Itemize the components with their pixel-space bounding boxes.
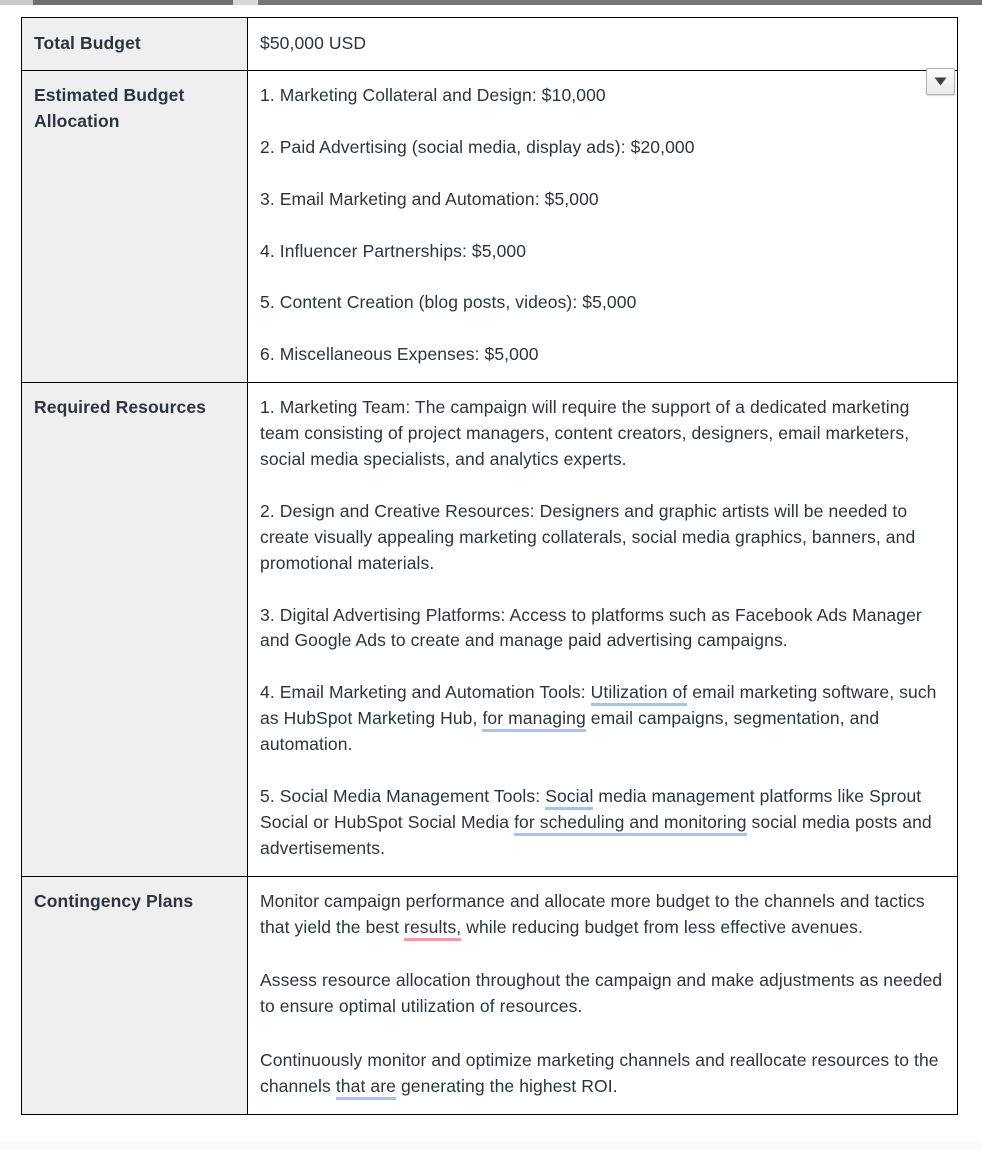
- row-value-cell[interactable]: [248, 383, 958, 876]
- text-run: media management platforms like Sprout Social or HubSpot Social Media: [260, 786, 922, 832]
- row-label-cell: Total Budget: [22, 18, 248, 71]
- text-run: Continuously monitor and optimize marketing channels and reallocate resources to the channels: [260, 1050, 939, 1097]
- text-run: 1. Marketing Collateral and Design: $10,000: [260, 84, 606, 105]
- text-run: email marketing software, such as HubSpot Marketing Hub,: [260, 682, 937, 729]
- text-run: 6. Miscellaneous Expenses: $5,000: [260, 344, 539, 365]
- row-label-cell: Estimated Budget Allocation: [22, 70, 248, 382]
- grammar-suggestion-mark[interactable]: for managing: [482, 708, 585, 732]
- table-row: [22, 383, 958, 876]
- value-paragraph: [260, 1048, 945, 1100]
- value-paragraph: [260, 889, 945, 941]
- row-value-cell[interactable]: [248, 70, 958, 382]
- text-run: Monitor campaign performance and allocate more budget to the channels and tactics that yield the best: [260, 890, 925, 937]
- value-paragraph: [260, 31, 945, 57]
- grammar-suggestion-mark[interactable]: for scheduling and monitoring: [514, 812, 747, 836]
- text-run: generating the highest ROI.: [395, 1076, 618, 1097]
- text-run: 5. Social Media Management Tools:: [260, 786, 546, 807]
- grammar-suggestion-mark[interactable]: Social: [545, 786, 593, 810]
- text-run: 4. Influencer Partnerships: $5,000: [260, 240, 527, 261]
- text-run: 3. Email Marketing and Automation: $5,000: [260, 188, 599, 209]
- value-paragraph: [260, 342, 945, 368]
- value-paragraph: [260, 135, 945, 161]
- page-bottom-gutter: [0, 1141, 982, 1150]
- row-value-cell[interactable]: [248, 18, 958, 71]
- value-paragraph: [260, 968, 945, 1020]
- text-run: 1. Marketing Team: The campaign will require the support of a dedicated marketing team consisting of project managers, content creators, designers, email marketers, social media specialists, and analytics experts.: [260, 397, 910, 470]
- value-paragraph: [260, 83, 945, 109]
- table-row: [22, 876, 958, 1114]
- chevron-down-icon[interactable]: [926, 68, 955, 95]
- table-row: [22, 70, 958, 382]
- document-surface: [0, 5, 982, 1150]
- campaign-spec-table-body: [22, 18, 958, 1115]
- text-run: while reducing budget from less effective avenues.: [461, 916, 863, 937]
- text-run: 2. Design and Creative Resources: Designers and graphic artists will be needed to create visually appealing marketing collaterals, social media graphics, banners, and promotional materials.: [260, 500, 916, 573]
- row-label-cell: Contingency Plans: [22, 876, 248, 1114]
- value-paragraph: [260, 187, 945, 213]
- text-run: email campaigns, segmentation, and automation.: [260, 708, 880, 755]
- text-run: 4. Email Marketing and Automation Tools:: [260, 682, 591, 703]
- text-run: social media posts and advertisements.: [260, 811, 932, 858]
- text-run: 2. Paid Advertising (social media, display ads): $20,000: [260, 136, 695, 157]
- value-paragraph: [260, 499, 945, 577]
- campaign-spec-table: [21, 17, 958, 1115]
- spelling-suggestion-mark[interactable]: results,: [404, 917, 461, 941]
- value-paragraph: [260, 680, 945, 758]
- text-run: 3. Digital Advertising Platforms: Access to platforms such as Facebook Ads Manager and Google Ads to create and manage paid advertising campaigns.: [260, 604, 922, 651]
- grammar-suggestion-mark[interactable]: that are: [336, 1076, 396, 1100]
- text-run: Assess resource allocation throughout the campaign and make adjustments as needed to ensure optimal utilization of resources.: [260, 970, 943, 1017]
- row-value-cell[interactable]: [248, 876, 958, 1114]
- grammar-suggestion-mark[interactable]: Utilization of: [591, 682, 688, 706]
- value-paragraph: [260, 239, 945, 265]
- row-label-cell: Required Resources: [22, 383, 248, 876]
- value-paragraph: [260, 395, 945, 473]
- value-paragraph: [260, 603, 945, 655]
- value-paragraph: [260, 784, 945, 862]
- table-row: [22, 18, 958, 71]
- text-run: $50,000 USD: [260, 33, 367, 53]
- text-run: 5. Content Creation (blog posts, videos): $5,000: [260, 292, 637, 313]
- value-paragraph: [260, 290, 945, 316]
